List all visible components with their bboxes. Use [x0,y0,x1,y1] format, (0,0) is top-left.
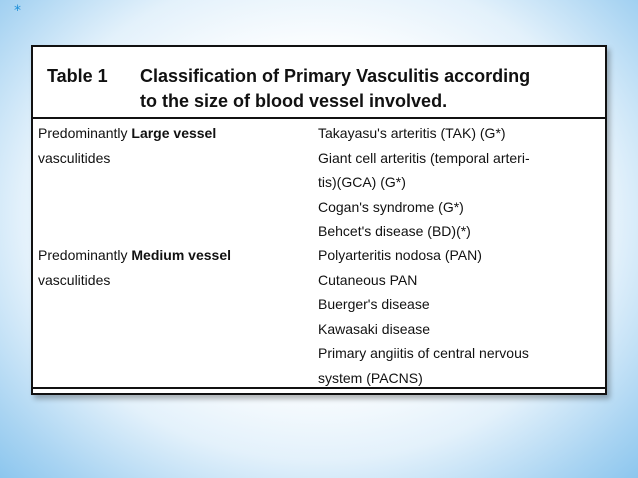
category-prefix: Predominantly [38,247,132,263]
category-line-2: vasculitides [38,271,111,288]
disease-item: Primary angiitis of central nervous [318,345,529,361]
disease-list-medium-vessel [318,243,603,390]
category-vessel-size: Large vessel [131,125,217,141]
disease-item: Takayasu's arteritis (TAK) (G*) [318,125,506,141]
disease-item: Cogan's syndrome (G*) [318,198,464,215]
category-cell-medium-vessel [38,243,303,292]
disease-item: system (PACNS) [318,369,423,386]
table-top-rule [33,117,605,119]
disease-item: Behcet's disease (BD)(*) [318,223,471,239]
category-vessel-size: Medium vessel [131,247,231,263]
table-title-line-2: to the size of blood vessel involved. [140,91,448,111]
disease-item: Giant cell arteritis (temporal arteri- [318,149,530,166]
category-prefix: Predominantly [38,125,132,141]
table-title-line-1: Classification of Primary Vasculitis according [140,66,531,86]
disease-item: Kawasaki disease [318,320,431,337]
category-line-2: vasculitides [38,149,111,166]
category-line-1 [38,243,303,268]
table-number: Table 1 [47,66,108,86]
category-line-1 [38,121,303,146]
slide-corner-mark: * [14,3,21,19]
disease-item: tis)(GCA) (G*) [318,174,406,190]
disease-item: Polyarteritis nodosa (PAN) [318,247,482,263]
disease-list-large-vessel [318,121,603,244]
classification-table [31,45,607,395]
disease-item: Buerger's disease [318,296,430,312]
disease-item: Cutaneous PAN [318,271,418,288]
table-caption [33,64,605,116]
table-bottom-rule [33,387,605,389]
table-title [140,64,595,114]
category-cell-large-vessel [38,121,303,170]
